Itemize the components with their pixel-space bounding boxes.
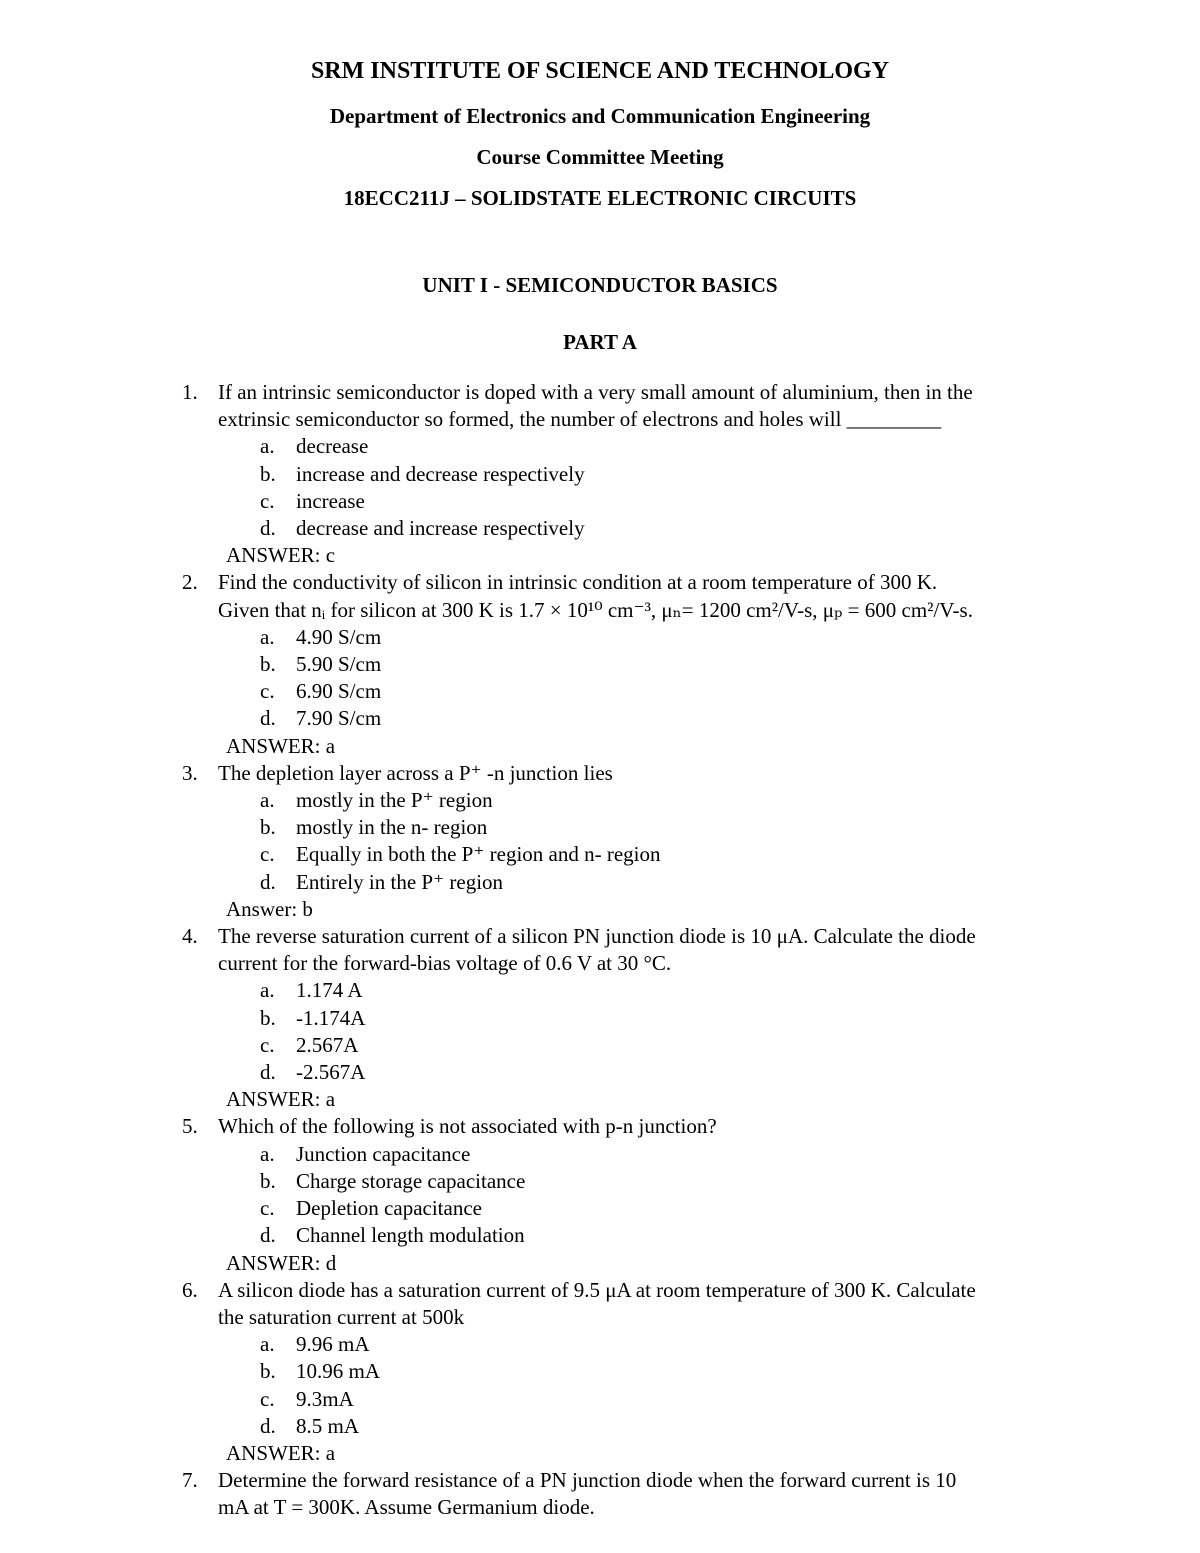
option-label: b.	[260, 461, 276, 486]
question-text: Find the conductivity of silicon in intrinsic condition at a room temperature of 300 K. Given that nᵢ for silicon at 300 K is 1.7 × 10¹⁰ cm⁻³, μₙ= 1200 cm²/V-s, μₚ = 600 cm²/V-s.	[218, 570, 973, 622]
option-label: d.	[260, 869, 276, 894]
answer-line: ANSWER: c	[226, 543, 336, 568]
option-text: 9.96 mA	[296, 1332, 370, 1357]
option-list	[218, 1141, 1080, 1250]
option-text: 4.90 S/cm	[296, 624, 382, 649]
option-label: c.	[260, 1386, 275, 1411]
option-text: 10.96 mA	[296, 1359, 380, 1384]
option-item	[260, 1059, 1080, 1086]
answer-line: ANSWER: d	[226, 1250, 337, 1275]
meeting-title: Course Committee Meeting	[476, 145, 724, 169]
institute-title: SRM INSTITUTE OF SCIENCE AND TECHNOLOGY	[310, 58, 890, 84]
option-item	[260, 461, 1080, 488]
question-item	[180, 1467, 1080, 1521]
option-item	[260, 1386, 1080, 1413]
option-item	[260, 1195, 1080, 1222]
option-text: 2.567A	[296, 1032, 359, 1057]
option-list	[218, 977, 1080, 1086]
option-item	[260, 1005, 1080, 1032]
question-number: 1.	[182, 380, 198, 404]
option-label: d.	[260, 516, 276, 541]
option-item	[260, 678, 1080, 705]
option-item	[260, 651, 1080, 678]
option-text: Junction capacitance	[296, 1141, 471, 1166]
question-number: 6.	[182, 1277, 198, 1302]
option-item	[260, 433, 1080, 460]
option-item	[260, 1358, 1080, 1385]
course-title: 18ECC211J – SOLIDSTATE ELECTRONIC CIRCUITS	[343, 186, 857, 210]
option-item	[260, 1331, 1080, 1358]
option-list	[218, 624, 1080, 733]
option-label: a.	[260, 788, 275, 813]
option-item	[260, 1032, 1080, 1059]
option-item	[260, 515, 1080, 542]
option-label: b.	[260, 1005, 276, 1030]
option-list	[218, 787, 1080, 896]
option-item	[260, 1168, 1080, 1195]
option-item	[260, 787, 1080, 814]
option-item	[260, 705, 1080, 732]
question-item	[180, 1113, 1080, 1249]
answer-line: Answer: b	[226, 896, 313, 921]
option-label: d.	[260, 706, 276, 731]
option-text: mostly in the n- region	[296, 815, 488, 840]
part-title: PART A	[563, 330, 637, 354]
question-text: Which of the following is not associated with p-n junction?	[218, 1114, 717, 1139]
answer-line: ANSWER: a	[226, 1087, 336, 1112]
option-label: a.	[260, 434, 275, 459]
option-text: mostly in the P⁺ region	[296, 788, 493, 813]
option-item	[260, 814, 1080, 841]
question-number: 3.	[182, 760, 198, 785]
option-label: d.	[260, 1413, 276, 1438]
option-label: c.	[260, 1032, 275, 1057]
department-title: Department of Electronics and Communication Engineering	[329, 104, 871, 128]
option-item	[260, 977, 1080, 1004]
question-text: Determine the forward resistance of a PN junction diode when the forward current is 10 mA at T = 300K. Assume Germanium diode.	[218, 1468, 957, 1520]
question-number: 5.	[182, 1114, 198, 1139]
question-item	[180, 569, 1080, 732]
option-label: c.	[260, 842, 275, 867]
question-item	[180, 760, 1080, 896]
option-text: Entirely in the P⁺ region	[296, 869, 504, 894]
option-text: 5.90 S/cm	[296, 652, 382, 677]
option-item	[260, 869, 1080, 896]
option-text: increase and decrease respectively	[296, 461, 585, 486]
option-label: a.	[260, 978, 275, 1003]
question-item	[180, 1277, 1080, 1440]
option-label: c.	[260, 1196, 275, 1221]
option-label: b.	[260, 1168, 276, 1193]
option-item	[260, 1222, 1080, 1249]
option-text: 7.90 S/cm	[296, 706, 382, 731]
option-text: 1.174 A	[296, 978, 363, 1003]
option-label: c.	[260, 679, 275, 704]
option-label: d.	[260, 1223, 276, 1248]
option-item	[260, 624, 1080, 651]
option-item	[260, 488, 1080, 515]
question-text: A silicon diode has a saturation current of 9.5 μA at room temperature of 300 K. Calculate the saturation current at 500k	[218, 1277, 976, 1329]
answer-line: ANSWER: a	[226, 733, 336, 758]
option-text: Charge storage capacitance	[296, 1168, 526, 1193]
option-item	[260, 1141, 1080, 1168]
option-text: Equally in both the P⁺ region and n- region	[296, 842, 661, 867]
option-text: -1.174A	[296, 1005, 366, 1030]
option-text: decrease and increase respectively	[296, 516, 585, 541]
option-label: d.	[260, 1060, 276, 1085]
answer-line: ANSWER: a	[226, 1440, 336, 1465]
option-label: b.	[260, 652, 276, 677]
option-text: Depletion capacitance	[296, 1196, 482, 1221]
option-label: c.	[260, 488, 275, 513]
option-label: b.	[260, 815, 276, 840]
question-text: The depletion layer across a P⁺ -n junction lies	[218, 760, 613, 785]
option-item	[260, 841, 1080, 868]
question-item	[180, 379, 1080, 542]
option-label: a.	[260, 624, 275, 649]
option-list	[218, 433, 1080, 542]
option-text: -2.567A	[296, 1060, 366, 1085]
option-label: a.	[260, 1141, 275, 1166]
option-text: decrease	[296, 434, 369, 459]
option-text: increase	[296, 488, 365, 513]
question-number: 7.	[182, 1468, 198, 1493]
question-list	[180, 379, 1080, 1522]
option-list	[218, 1331, 1080, 1440]
question-text: If an intrinsic semiconductor is doped with a very small amount of aluminium, then in the extrinsic semiconductor so formed, the number of electrons and holes will _________	[218, 380, 973, 432]
question-number: 2.	[182, 570, 198, 595]
option-text: 6.90 S/cm	[296, 679, 382, 704]
option-item	[260, 1413, 1080, 1440]
option-text: 9.3mA	[296, 1386, 354, 1411]
unit-title: UNIT I - SEMICONDUCTOR BASICS	[422, 273, 778, 297]
question-number: 4.	[182, 924, 198, 949]
question-text: The reverse saturation current of a silicon PN junction diode is 10 μA. Calculate the diode current for the forward-bias voltage of 0.6 V at 30 °C.	[218, 924, 976, 976]
option-label: a.	[260, 1332, 275, 1357]
question-item	[180, 923, 1080, 1086]
option-label: b.	[260, 1359, 276, 1384]
option-text: 8.5 mA	[296, 1413, 359, 1438]
option-text: Channel length modulation	[296, 1223, 525, 1248]
